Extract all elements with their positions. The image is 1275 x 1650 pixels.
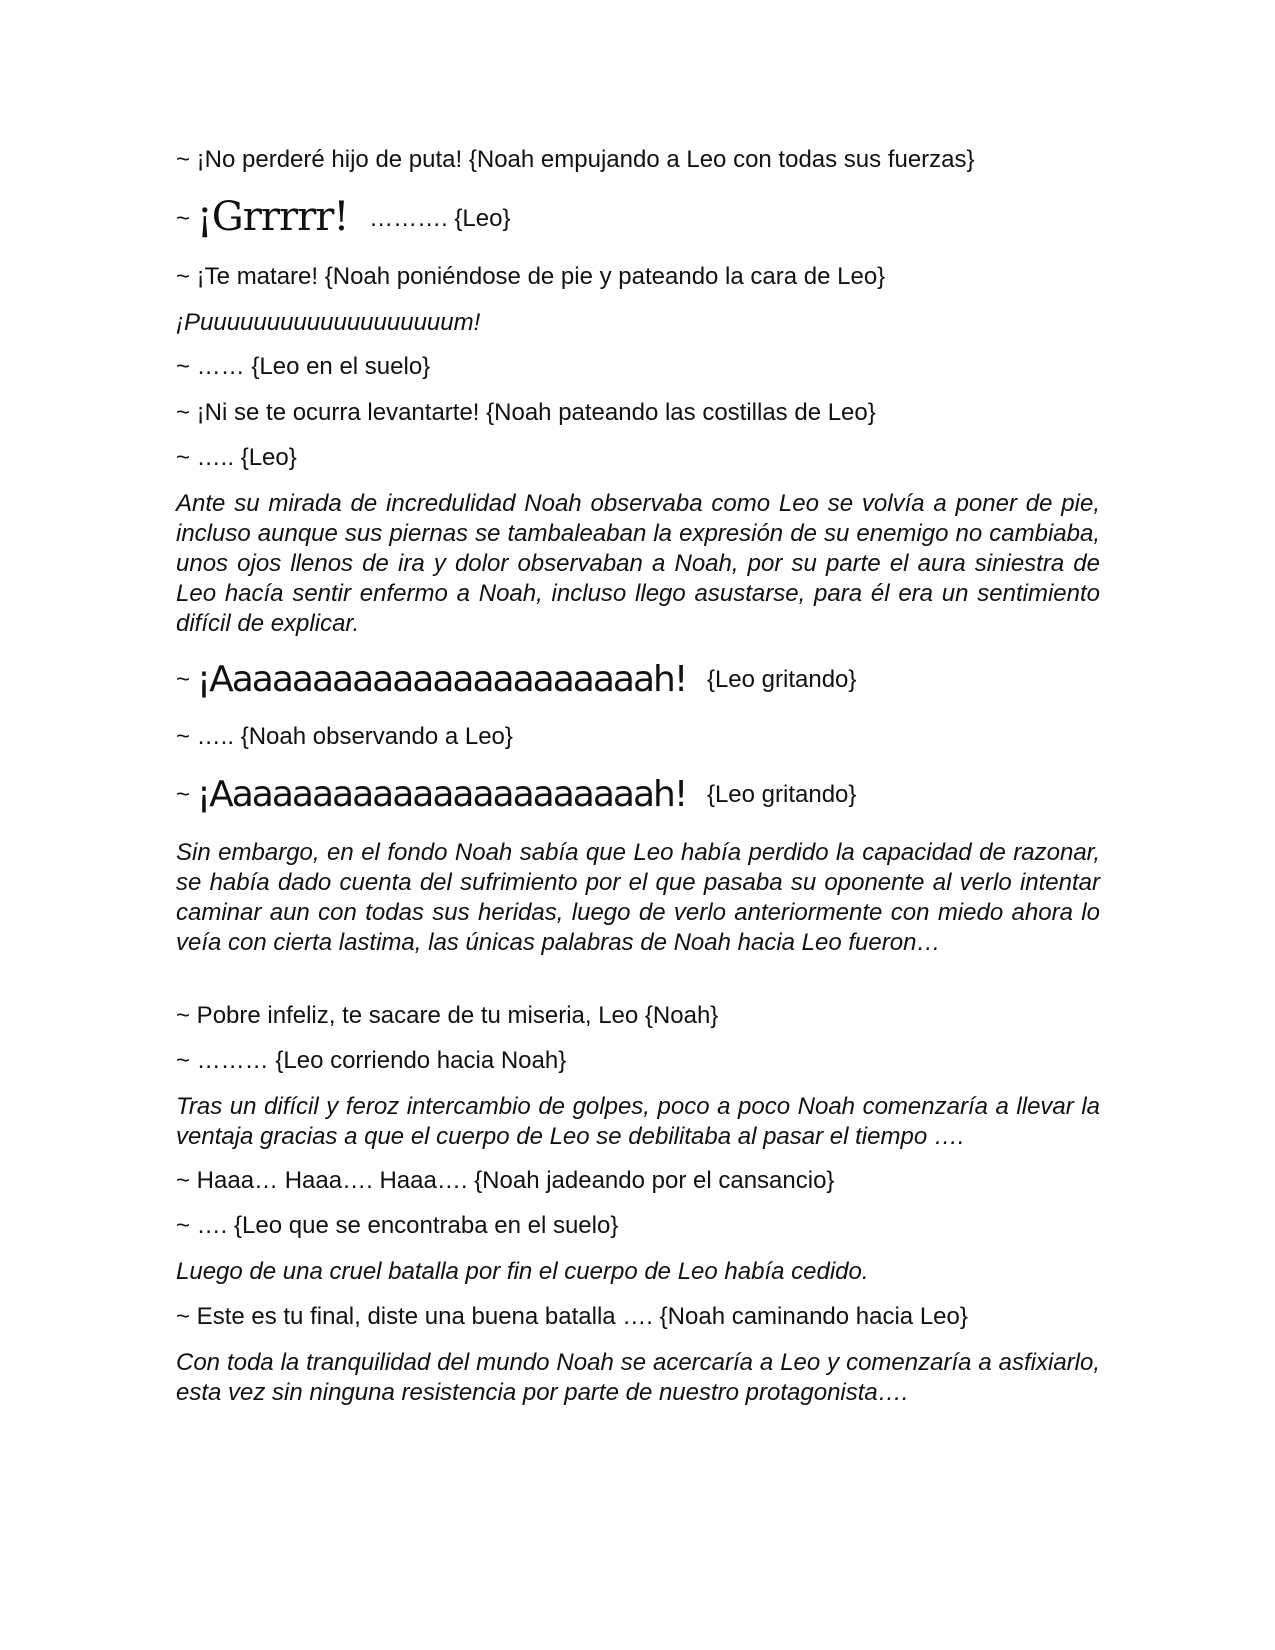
shout-text: ¡Aaaaaaaaaaaaaaaaaaaaaah! — [196, 659, 687, 700]
dialogue-line: ~ ….. {Noah observando a Leo} — [176, 723, 513, 750]
shout-text: ¡Aaaaaaaaaaaaaaaaaaaaaah! — [196, 774, 687, 815]
dialogue-line: ~ ……… {Leo corriendo hacia Noah} — [176, 1047, 567, 1074]
narration-paragraph: Tras un difícil y feroz intercambio de golpes, poco a poco Noah comenzaría a llevar la ventaja gracias a que el cuerpo de Leo se debilitaba al pasar el tiempo …. — [176, 1093, 1100, 1150]
narration-paragraph: Sin embargo, en el fondo Noah sabía que Leo había perdido la capacidad de razonar, se había dado cuenta del sufrimiento por el que pasaba su oponente al verlo intentar caminar aun con todas sus heridas, luego de verlo anteriormente con miedo ahora lo veía con cierta lastima, las únicas palabras de Noah hacia Leo fueron… — [176, 839, 1100, 956]
dialogue-line: ~ ¡No perderé hijo de puta! {Noah empujando a Leo con todas sus fuerzas} — [176, 146, 975, 173]
dialogue-line: ~ …. {Leo que se encontraba en el suelo} — [176, 1212, 619, 1239]
dialogue-prefix: ~ — [176, 205, 191, 232]
dialogue-line: ~ ¡Te matare! {Noah poniéndose de pie y pateando la cara de Leo} — [176, 263, 886, 290]
narration-paragraph: Luego de una cruel batalla por fin el cuerpo de Leo había cedido. — [176, 1258, 869, 1285]
dialogue-line: ~ Haaa… Haaa…. Haaa…. {Noah jadeando por el cansancio} — [176, 1167, 835, 1194]
dialogue-tag: {Leo gritando} — [706, 781, 857, 808]
dialogue-line: ~ ….. {Leo} — [176, 444, 297, 471]
dialogue-tag: {Leo gritando} — [706, 666, 857, 693]
dialogue-line: ~ Pobre infeliz, te sacare de tu miseria, Leo {Noah} — [176, 1002, 719, 1029]
dialogue-line — [176, 774, 1100, 815]
dialogue-prefix: ~ — [176, 781, 191, 808]
dialogue-line — [176, 659, 1100, 700]
shout-text: ¡Grrrrr! — [196, 194, 349, 240]
narration-paragraph: Ante su mirada de incredulidad Noah observaba como Leo se volvía a poner de pie, incluso aunque sus piernas se tambaleaban la expresión de su enemigo no cambiaba, unos ojos llenos de ira y dolor observaban a Noah, por su parte el aura siniestra de Leo hacía sentir enfermo a Noah, incluso llego asustarse, para él era un sentimiento difícil de explicar. — [176, 490, 1100, 637]
dialogue-line: ~ ¡Ni se te ocurra levantarte! {Noah pateando las costillas de Leo} — [176, 399, 876, 426]
dialogue-prefix: ~ — [176, 666, 191, 693]
dialogue-line: ~ …… {Leo en el suelo} — [176, 353, 431, 380]
dialogue-line — [176, 194, 1100, 240]
dialogue-tag: ………. {Leo} — [369, 205, 511, 232]
sound-effect: ¡Puuuuuuuuuuuuuuuuuuum! — [176, 309, 481, 336]
dialogue-line: ~ Este es tu final, diste una buena batalla …. {Noah caminando hacia Leo} — [176, 1303, 968, 1330]
narration-paragraph: Con toda la tranquilidad del mundo Noah se acercaría a Leo y comenzaría a asfixiarlo, esta vez sin ninguna resistencia por parte de nuestro protagonista…. — [176, 1349, 1100, 1406]
